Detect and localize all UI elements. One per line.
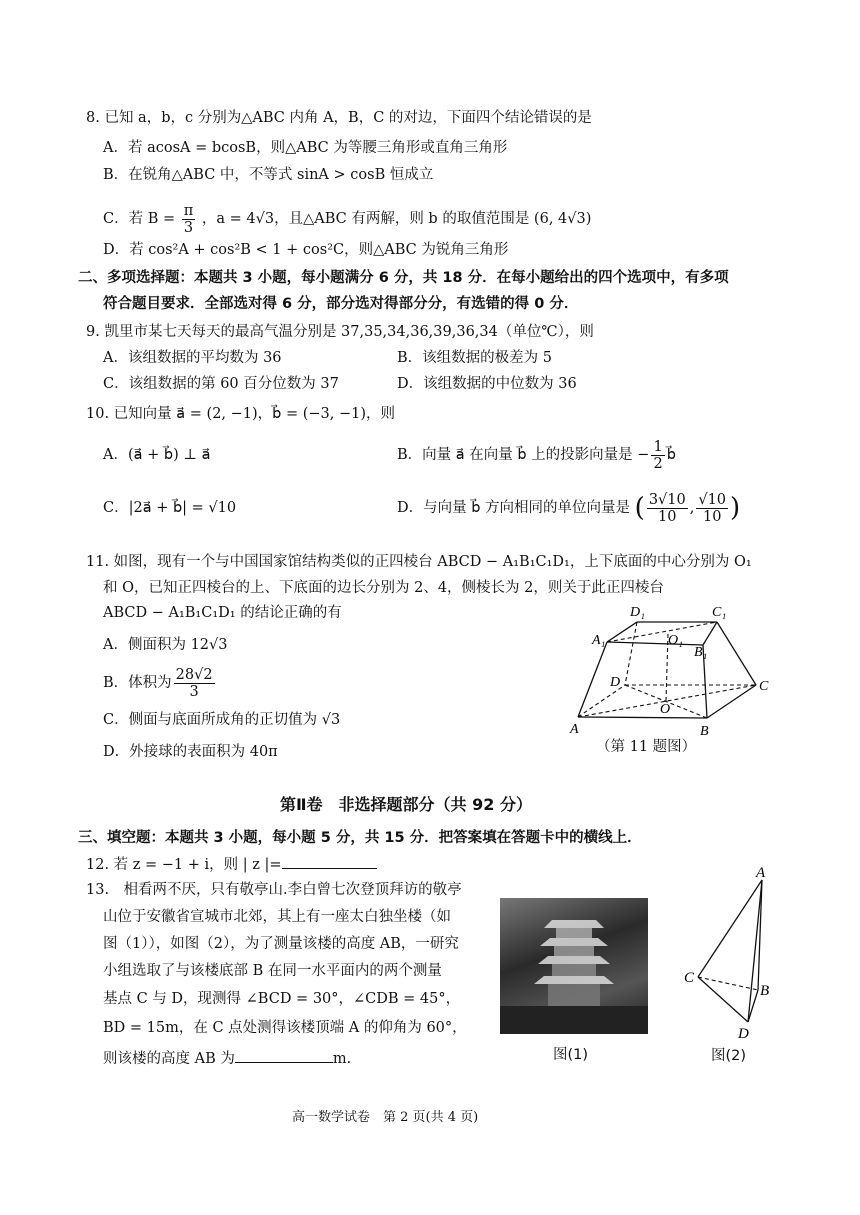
q10-b-pre: B．向量 a⃗ 在向量 b⃗ 上的投影向量是 − [397, 447, 650, 463]
figure2-caption: 图(2) [711, 1048, 747, 1064]
q8-stem: 8. 已知 a，b，c 分别为△ABC 内角 A，B，C 的对边，下面四个结论错误的是 [86, 110, 592, 126]
q10-option-c: C．|2a⃗ + b⃗| = √10 [103, 500, 237, 516]
label-o1: O₁ [668, 633, 683, 648]
q10-d-pre: D．与向量 b⃗ 方向相同的单位向量是 [397, 500, 631, 516]
label-a: A [570, 722, 579, 737]
q8-c-fraction [182, 203, 196, 236]
q8-option-a: A．若 acosA = bcosB，则△ABC 为等腰三角形或直角三角形 [103, 140, 508, 156]
section2-heading: 二、多项选择题：本题共 3 小题，每小题满分 6 分，共 18 分．在每小题给出的四个选项中，有多项 [78, 270, 729, 286]
q11-option-b [103, 664, 217, 702]
q10-stem: 10. 已知向量 a⃗ = (2, −1)，b⃗ = (−3, −1)，则 [86, 406, 396, 422]
label-a1: A₁ [592, 633, 606, 648]
q10-d-d1: 10 [658, 508, 677, 525]
q11-line3: ABCD − A₁B₁C₁D₁ 的结论正确的有 [103, 605, 342, 621]
q9-option-a: A．该组数据的平均数为 36 [103, 350, 282, 366]
q10-d-n2: √10 [698, 491, 727, 508]
q10-d-rparen: ) [730, 493, 741, 523]
q13-answer-blank[interactable] [235, 1048, 333, 1063]
q13-line6: BD = 15m，在 C 点处测得该楼顶端 A 的仰角为 60°， [103, 1020, 467, 1036]
q11-b-fraction [174, 667, 215, 700]
q10-d-frac2 [696, 492, 728, 525]
q10-b-num: 1 [653, 438, 663, 455]
q12-text: 12. 若 z = −1 + i，则 | z |= [86, 857, 282, 873]
label-b1: B₁ [694, 645, 708, 660]
q9-stem: 9. 凯里市某七天每天的最高气温分别是 37,35,34,36,39,36,34（单位℃），则 [86, 324, 594, 340]
q8-c-num: π [183, 202, 194, 219]
q11-b-den: 3 [189, 683, 199, 700]
q13-tetrahedron-figure [676, 862, 796, 1042]
q9-option-c: C．该组数据的第 60 百分位数为 37 [103, 376, 339, 392]
q9-option-d: D．该组数据的中位数为 36 [397, 376, 577, 392]
q8-option-b: B．在锐角△ABC 中，不等式 sinA > cosB 恒成立 [103, 167, 434, 183]
figure1-caption: 图(1) [553, 1047, 589, 1063]
q9-option-b: B．该组数据的极差为 5 [397, 350, 552, 366]
label-d1: D₁ [630, 605, 645, 620]
q8-c-pre: C．若 B = [103, 211, 176, 227]
q10-d-d2: 10 [702, 508, 722, 525]
fig2-label-c: C [684, 970, 695, 986]
q13-line4: 小组选取了与该楼底部 B 在同一水平面内的两个测量 [103, 963, 442, 979]
q11-option-d: D．外接球的表面积为 40π [103, 744, 278, 760]
fig2-label-a: A [756, 865, 766, 881]
fig2-label-d: D [738, 1026, 749, 1042]
q11-option-c: C．侧面与底面所成角的正切值为 √3 [103, 712, 341, 728]
label-c: C [759, 679, 769, 694]
q13-line7 [103, 1048, 351, 1069]
q10-d-n1: 3√10 [648, 491, 686, 508]
q11-line1: 11. 如图，现有一个与中国国家馆结构类似的正四棱台 ABCD − A₁B₁C₁D₁，上下底面的中心分别为 O₁ [86, 554, 752, 570]
q13-line3: 图（1）），如图（2），为了测量该楼的高度 AB，一研究 [103, 936, 459, 952]
q8-c-post: ，a = 4√3，且△ABC 有两解，则 b 的取值范围是 (6, 4√3) [201, 211, 592, 227]
q13-line7-pre: 则该楼的高度 AB 为 [103, 1051, 235, 1067]
q11-figure-caption: （第 11 题图） [596, 739, 697, 755]
q10-d-frac1 [647, 492, 688, 525]
q13-line2: 山位于安徽省宣城市北郊，其上有一座太白独坐楼（如 [103, 909, 451, 925]
fig2-label-b: B [760, 983, 770, 999]
part2-title: 第Ⅱ卷 非选择题部分（共 92 分） [280, 795, 532, 814]
q11-b-pre: B．体积为 [103, 675, 172, 691]
section2-heading-cont: 符合题目要求．全部选对得 6 分，部分选对得部分分，有选错的得 0 分． [103, 296, 579, 312]
pavilion-photo [500, 898, 648, 1034]
label-b: B [700, 724, 709, 739]
q10-b-den: 2 [653, 455, 663, 472]
q10-option-d: D．与向量 b⃗ 方向相同的单位向量是 ( $\frac{3√10}{10}$ , $\frac{√10}{10}$ ) [397, 491, 741, 525]
q13-line1: 13. 相看两不厌，只有敬亭山.李白曾七次登顶拜访的敬亭 [86, 882, 462, 898]
q12-answer-blank[interactable] [282, 854, 377, 869]
q10-option-b [397, 436, 676, 474]
q11-frustum-figure [560, 600, 780, 760]
q11-line2: 和 O，已知正四棱台的上、下底面的边长分别为 2、4，侧棱长为 2，则关于此正四棱台 [103, 580, 664, 596]
q10-d-lparen: ( [634, 493, 645, 523]
q10-option-a: A．(a⃗ + b⃗) ⊥ a⃗ [103, 447, 211, 463]
q10-b-fraction [651, 439, 664, 472]
label-d: D [610, 675, 621, 690]
q8-c-den: 3 [183, 219, 194, 236]
q8-option-c [103, 200, 591, 238]
pavilion-building-image [500, 898, 648, 1034]
label-c1: C₁ [712, 605, 727, 620]
section3-heading: 三、填空题：本题共 3 小题，每小题 5 分，共 15 分．把答案填在答题卡中的横线上． [78, 830, 642, 846]
label-o: O [660, 702, 671, 717]
q11-b-num: 28√2 [175, 666, 213, 683]
q13-line5: 基点 C 与 D，现测得 ∠BCD = 30°，∠CDB = 45°， [103, 991, 461, 1007]
q13-line7-post: m. [332, 1051, 352, 1067]
q8-option-d: D．若 cos²A + cos²B < 1 + cos²C，则△ABC 为锐角三角形 [103, 242, 509, 258]
q11-option-a: A．侧面积为 12√3 [103, 637, 228, 653]
q12-stem [86, 854, 377, 875]
q10-b-post: b⃗ [666, 447, 676, 463]
page-footer: 高一数学试卷 第 2 页(共 4 页) [292, 1110, 479, 1125]
